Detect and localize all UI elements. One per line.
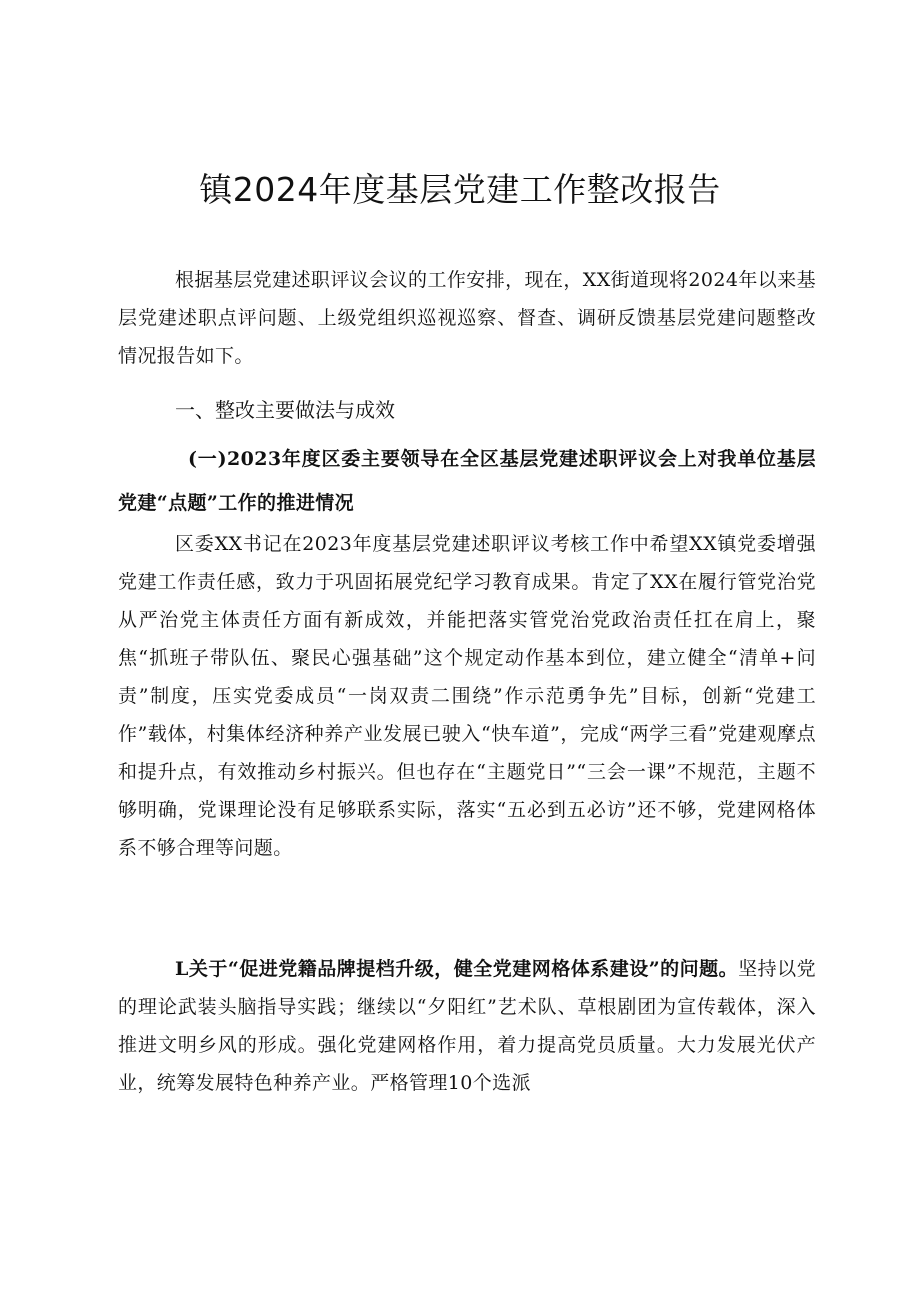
section-heading: 一、整改主要做法与成效: [175, 398, 395, 422]
document-title: 镇2024年度基层党建工作整改报告: [199, 170, 721, 209]
subsection-heading: (一)2023年度区委主要领导在全区基层党建述职评议会上对我单位基层党建“点题”工作的推进情况: [118, 448, 816, 514]
item-body: 坚持以党的理论武装头脑指导实践；继续以“夕阳红”艺术队、草根剧团为宣传载体，深入推进文明乡风的形成。强化党建网格作用，着力提高党员质量。大力发展光伏产业，统筹发展特色种养产业。严格管理10个选派: [118, 958, 816, 1094]
body-paragraph: 区委XX书记在2023年度基层党建述职评议考核工作中希望XX镇党委增强党建工作责任感，致力于巩固拓展党纪学习教育成果。肯定了XX在履行管党治党从严治党主体责任方面有新成效，并能把落实管党治党政治责任扛在肩上，聚焦“抓班子带队伍、聚民心强基础”这个规定动作基本到位，建立健全“清单+问责”制度，压实党委成员“一岗双责二围绕”作示范勇争先”目标，创新“党建工作”载体，村集体经济种养产业发展已驶入“快车道”，完成“两学三看”党建观摩点和提升点，有效推动乡村振兴。但也存在“主题党日”“三会一课”不规范，主题不够明确，党课理论没有足够联系实际，落实“五必到五必访”还不够，党建网格体系不够合理等问题。: [118, 533, 816, 859]
item-heading: L关于“促进党籍品牌提档升级，健全党建网格体系建设”的问题。: [175, 958, 739, 980]
intro-paragraph: 根据基层党建述职评议会议的工作安排，现在，XX街道现将2024年以来基层党建述职点评问题、上级党组织巡视巡察、督查、调研反馈基层党建问题整改情况报告如下。: [118, 269, 816, 367]
item-paragraph: [118, 950, 816, 1102]
